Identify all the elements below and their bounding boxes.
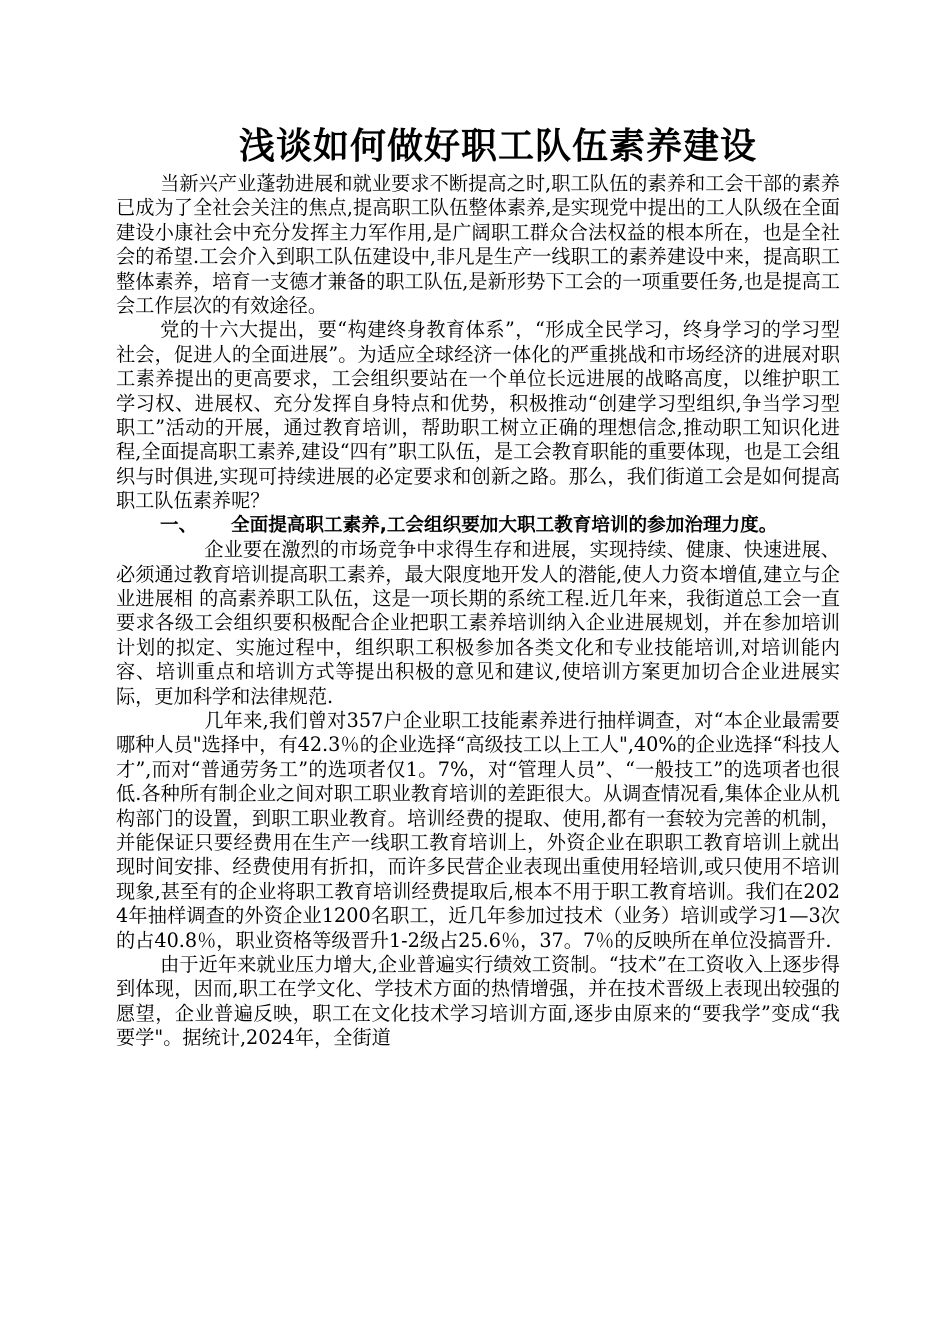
document-page (116, 122, 840, 1051)
section-number: 一、 (160, 514, 198, 536)
section-paragraph-2: 几年来,我们曾对357户企业职工技能素养进行抽样调查，对“本企业最需要哪种人员"选择中，有42.3％的企业选择“高级技工以上工人",40%的企业选择“科技人才”,而对“普通劳务工”的选项者仅1。7%，对“管理人员”、“一般技工”的选项者也很低.各种所有制企业之间对职工职业教育培训的差距很大。从调查情况看,集体企业从机构部门的设置，到职工职业教育。培训经费的提取、使用,都有一套较为完善的机制，并能保证只要经费用在生产一线职工教育培训上，外资企业在职职工教育培训上就出现时间安排、经费使用有折扣，而许多民营企业表现出重使用轻培训,或只使用不培训现象,甚至有的企业将职工教育培训经费提取后,根本不用于职工教育培训。我们在2024年抽样调查的外资企业1200名职工，近几年参加过技术（业务）培训或学习1—3次的占40.8％，职业资格等级晋升1-2级占25.6％，37。7％的反映所在单位没搞晋升. (116, 708, 840, 952)
page-title: 浅谈如何做好职工队伍素养建设 (238, 126, 757, 167)
intro-paragraph-1: 当新兴产业蓬勃进展和就业要求不断提高之时,职工队伍的素养和工会干部的素养已成为了全社会关注的焦点,提高职工队伍整体素养,是实现党中提出的工人队级在全面建设小康社会中充分发挥主力军作用,是广阔职工群众合法权益的根本所在，也是全社会的希望.工会介入到职工队伍建设中,非凡是生产一线职工的素养建设中来，提高职工整体素养，培育一支德才兼备的职工队伍,是新形势下工会的一项重要任务,也是提高工会工作层次的有效途径。 (116, 172, 840, 318)
section-heading-1 (116, 514, 840, 538)
section-paragraph-1: 企业要在激烈的市场竞争中求得生存和进展，实现持续、健康、快速进展、必须通过教育培训提高职工素养，最大限度地开发人的潜能,使人力资本增值,建立与企业进展相 的高素养职工队伍，这是一项长期的系统工程.近几年来，我街道总工会一直要求各级工会组织要积极配合企业把职工素养培训纳入企业进展规划，并在参加培训计划的拟定、实施过程中，组织职工积极参加各类文化和专业技能培训,对培训能内容、培训重点和培训方式等提出积极的意见和建议,使培训方案更加切合企业进展实际，更加科学和法律规范. (116, 538, 840, 708)
section-paragraph-3: 由于近年来就业压力增大,企业普遍实行绩效工资制。“技术”在工资收入上逐步得到体现，因而,职工在学文化、学技术方面的热情增强，并在技术晋级上表现出较强的愿望，企业普遍反映，职工在文化技术学习培训方面,逐步由原来的“要我学”变成“我要学"。据统计,2024年，全街道 (116, 953, 840, 1050)
intro-paragraph-2: 党的十六大提出，要“构建终身教育体系”，“形成全民学习，终身学习的学习型社会，促进人的全面进展”。为适应全球经济一体化的严重挑战和市场经济的进展对职工素养提出的更高要求，工会组织要站在一个单位长远进展的战略高度，以维护职工学习权、进展权、充分发挥自身特点和优势，积极推动“创建学习型组织,争当学习型职工”活动的开展，通过教育培训，帮助职工树立正确的理想信念,推动职工知识化进程,全面提高职工素养,建设“四有”职工队伍，是工会教育职能的重要体现，也是工会组织与时俱进,实现可持续进展的必定要求和创新之路。那么，我们街道工会是如何提高职工队伍素养呢？ (116, 318, 840, 513)
section-heading-text: 全面提高职工素养,工会组织要加大职工教育培训的参加治理力度。 (231, 514, 778, 536)
